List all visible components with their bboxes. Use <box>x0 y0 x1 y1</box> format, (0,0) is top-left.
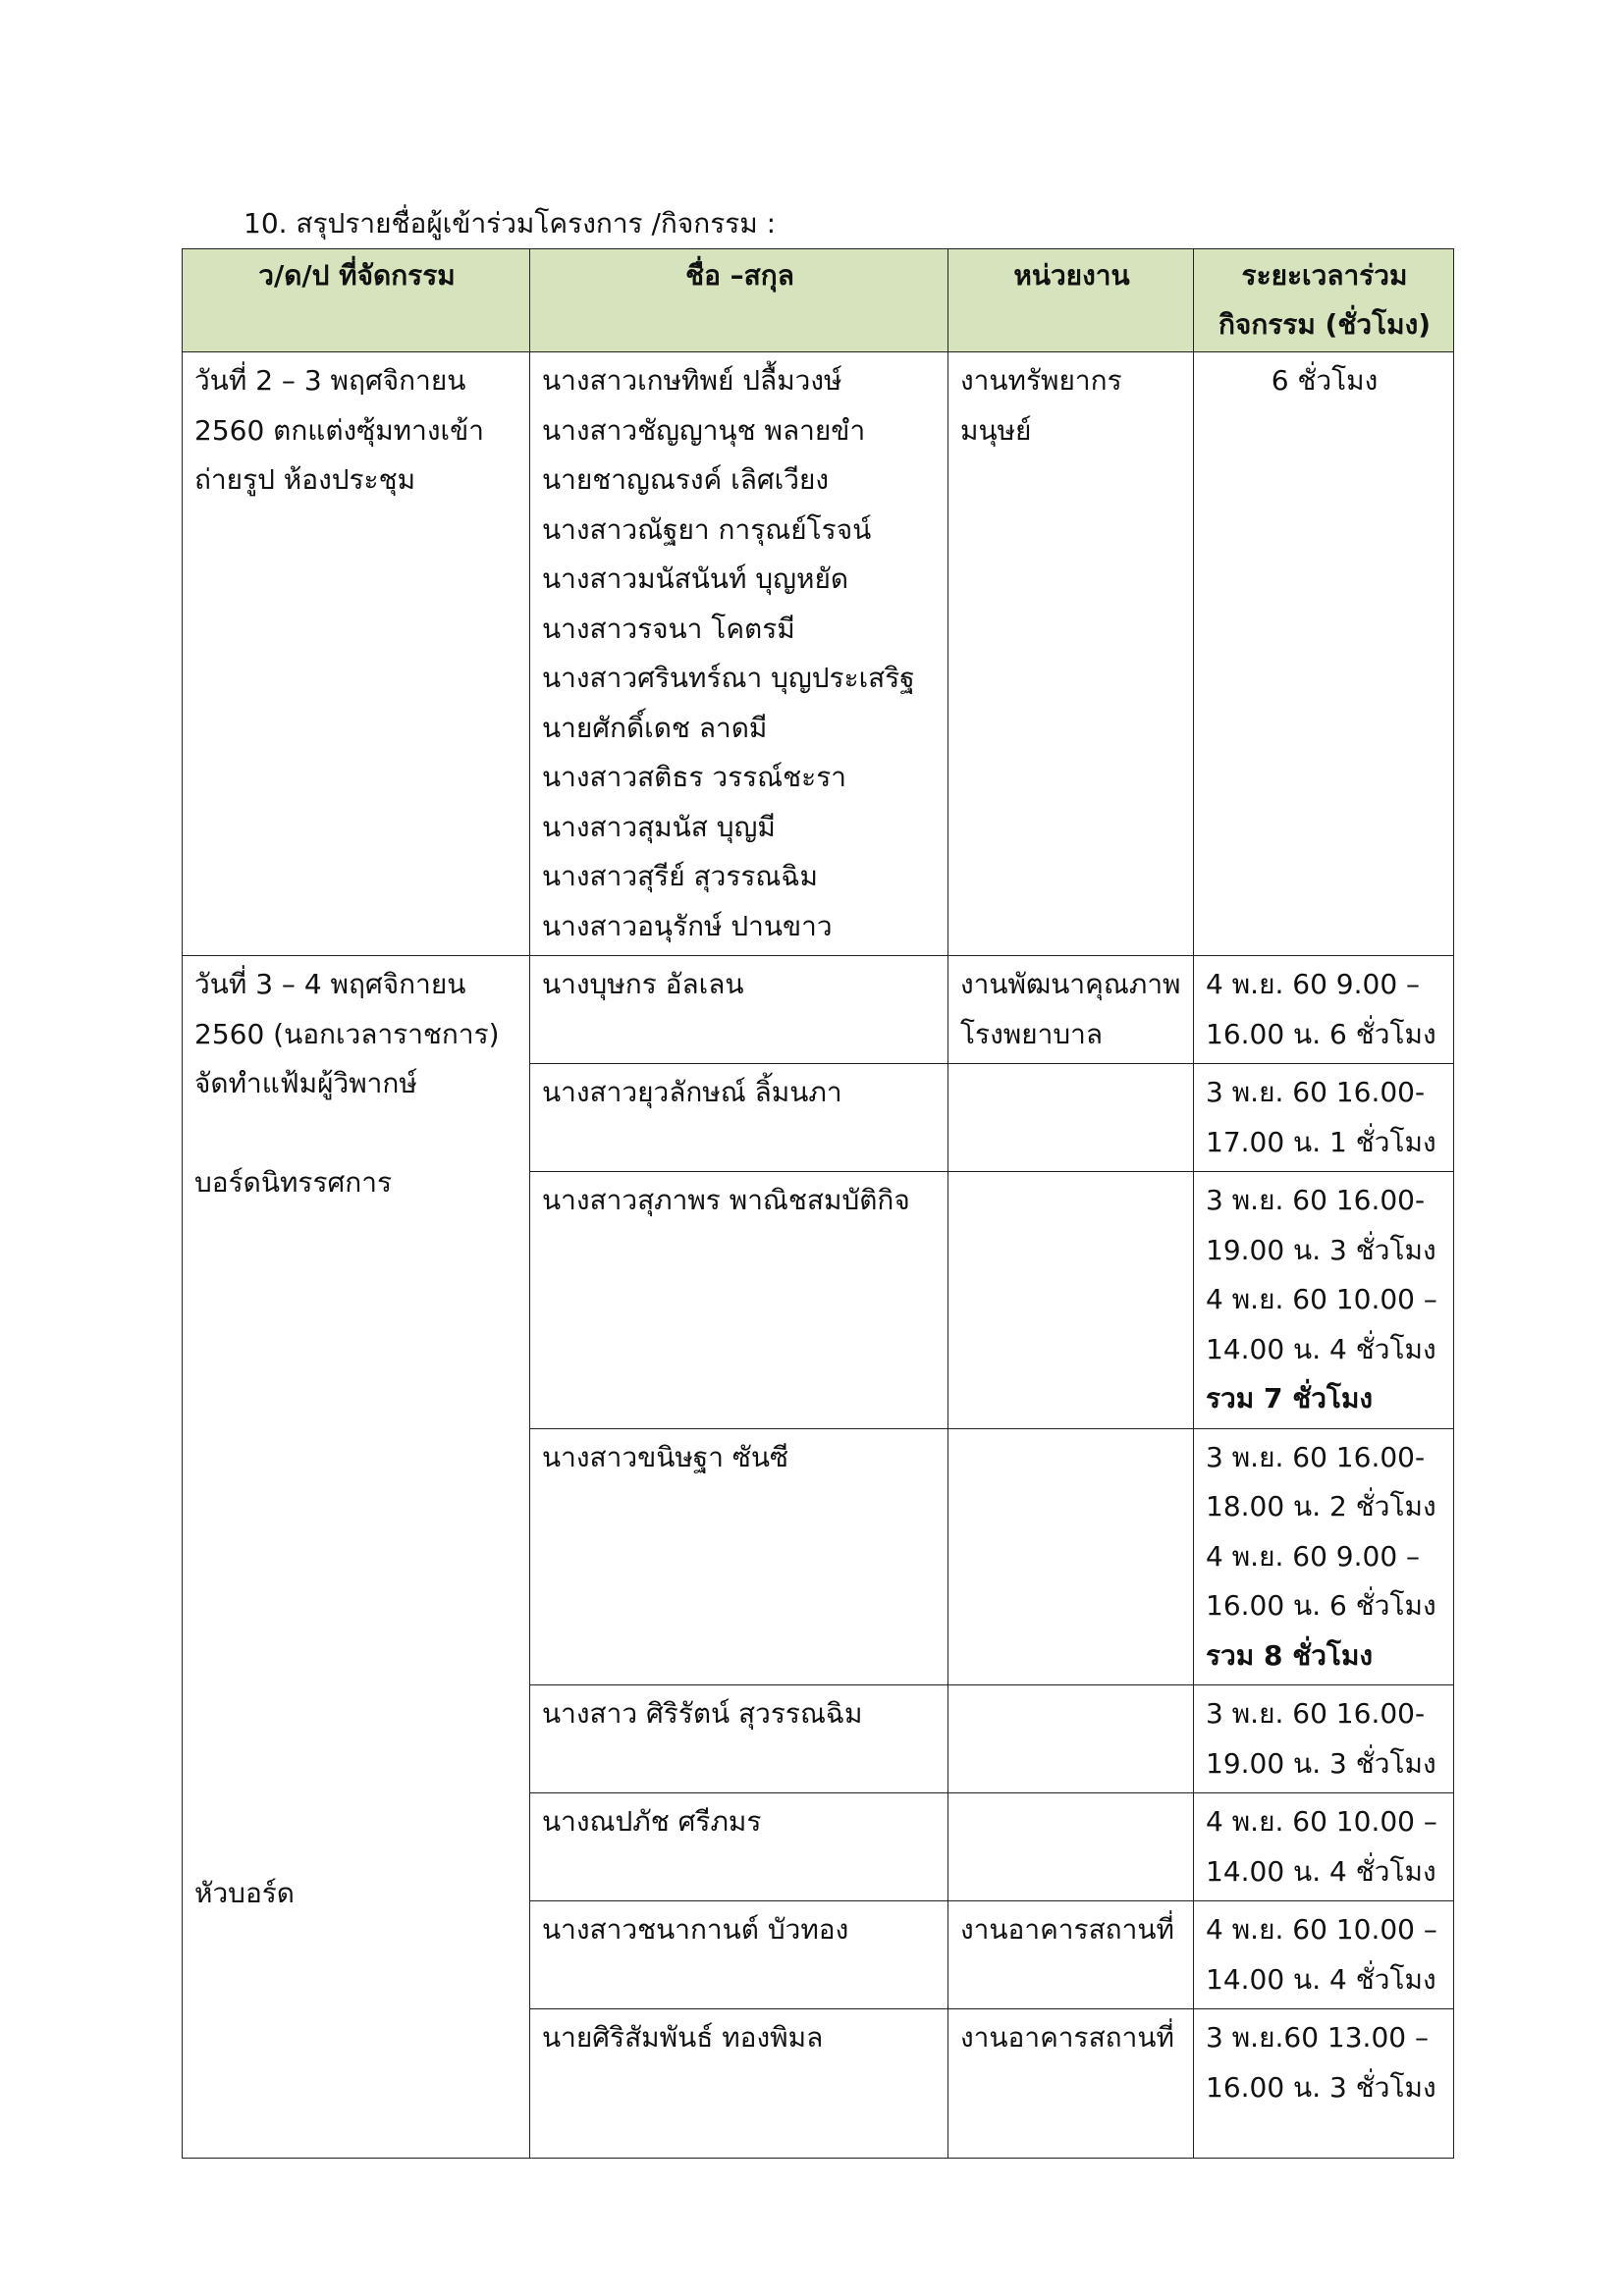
participant-name: นางสาวชัญญานุช พลายขำ <box>542 413 866 447</box>
time-line: 19.00 น. 3 ชั่วโมง <box>1206 1746 1436 1780</box>
participant-name: นายศิริสัมพันธ์ ทองพิมล <box>530 2009 948 2159</box>
time-cell <box>1194 1428 1454 1685</box>
unit-cell <box>948 1901 1194 2009</box>
time-line: 14.00 น. 4 ชั่วโมง <box>1206 1332 1436 1365</box>
participant-name: นางสาวชนากานต์ บัวทอง <box>530 1901 948 2009</box>
participant-name: นางณปภัช ศรีภมร <box>530 1793 948 1901</box>
date-line: ถ่ายรูป ห้องประชุม <box>194 463 416 496</box>
date-line: วันที่ 2 – 3 พฤศจิกายน <box>194 364 466 397</box>
table-row <box>183 352 1454 956</box>
unit-line: งานอาคารสถานที่ <box>960 2021 1174 2054</box>
participant-name: นางสาวศรินทร์ณา บุญประเสริฐ <box>542 662 915 694</box>
date-line: 2560 ตกแต่งซุ้มทางเข้า <box>194 413 484 447</box>
unit-cell <box>948 1793 1194 1901</box>
participant-name: นางสาวสุภาพร พาณิชสมบัติกิจ <box>530 1172 948 1429</box>
time-line: 3 พ.ย. 60 16.00- <box>1206 1184 1426 1216</box>
participant-name: นายศักดิ์เดช ลาดมี <box>542 711 768 744</box>
unit-line: งานอาคารสถานที่ <box>960 1913 1174 1946</box>
unit-cell <box>948 1685 1194 1793</box>
unit-cell <box>948 2009 1194 2159</box>
unit-line: มนุษย์ <box>960 413 1032 447</box>
date-line: 2560 (นอกเวลาราชการ) <box>194 1017 500 1050</box>
table-row <box>183 956 1454 1064</box>
date-cell-1 <box>183 352 530 956</box>
time-line: 3 พ.ย. 60 16.00- <box>1206 1440 1426 1473</box>
names-cell <box>530 352 948 956</box>
date-line: จัดทำแฟ้มผู้วิพากษ์ <box>194 1067 417 1099</box>
time-line: 4 พ.ย. 60 10.00 – <box>1206 1805 1437 1838</box>
unit-cell <box>948 956 1194 1064</box>
time-cell <box>1194 956 1454 1064</box>
time-cell <box>1194 1685 1454 1793</box>
time-line: 4 พ.ย. 60 10.00 – <box>1206 1913 1437 1946</box>
participant-name: นางสาวขนิษฐา ซันซี <box>530 1428 948 1685</box>
unit-line: งานทรัพยากร <box>960 364 1122 397</box>
time-line: 3 พ.ย. 60 16.00- <box>1206 1697 1426 1730</box>
unit-cell <box>948 352 1194 956</box>
section-heading: 10. สรุปรายชื่อผู้เข้าร่วมโครงการ /กิจกรรม : <box>244 207 777 240</box>
unit-cell <box>948 1428 1194 1685</box>
time-line: 16.00 น. 6 ชั่วโมง <box>1206 1589 1436 1622</box>
time-cell <box>1194 1172 1454 1429</box>
participant-name: นางสาว ศิริรัตน์ สุวรรณฉิม <box>530 1685 948 1793</box>
time-line: 3 พ.ย.60 13.00 – <box>1206 2021 1429 2054</box>
participant-name: นางสาวสุมนัส บุญมี <box>542 810 776 843</box>
participant-name: นางสาวยุวลักษณ์ ลิ้มนภา <box>530 1064 948 1172</box>
time-line: 16.00 น. 6 ชั่วโมง <box>1206 1017 1436 1050</box>
unit-line: โรงพยาบาล <box>960 1017 1103 1050</box>
time-line: 14.00 น. 4 ชั่วโมง <box>1206 1854 1436 1888</box>
date-line: บอร์ดนิทรรศการ <box>194 1165 392 1199</box>
time-cell <box>1194 1901 1454 2009</box>
participant-name: นายชาญณรงค์ เลิศเวียง <box>542 463 830 496</box>
participant-name: นางสาวรจนา โคตรมี <box>542 612 795 645</box>
date-cell-2 <box>183 956 530 2159</box>
header-duration: ระยะเวลาร่วม กิจกรรม (ชั่วโมง) <box>1194 249 1454 352</box>
participant-name: นางสาวณัฐยา การุณย์โรจน์ <box>542 512 872 546</box>
unit-line: งานพัฒนาคุณภาพ <box>960 968 1181 1000</box>
header-date: ว/ด/ป ที่จัดกรรม <box>183 249 530 352</box>
date-line: หัวบอร์ด <box>194 1877 295 1909</box>
participant-summary-table <box>182 248 1454 2159</box>
time-cell <box>1194 2009 1454 2159</box>
unit-cell <box>948 1064 1194 1172</box>
table-header-row <box>183 249 1454 352</box>
participant-name: นางบุษกร อัลเลน <box>530 956 948 1064</box>
time-cell <box>1194 1793 1454 1901</box>
time-line: 4 พ.ย. 60 10.00 – <box>1206 1283 1437 1315</box>
time-line: 4 พ.ย. 60 9.00 – <box>1206 1539 1421 1573</box>
date-line: วันที่ 3 – 4 พฤศจิกายน <box>194 968 466 1000</box>
time-total: รวม 7 ชั่วโมง <box>1206 1382 1374 1415</box>
header-name: ชื่อ –สกุล <box>530 249 948 352</box>
time-cell <box>1194 1064 1454 1172</box>
time-line: 19.00 น. 3 ชั่วโมง <box>1206 1233 1436 1266</box>
participant-name: นางสาวอนุรักษ์ ปานขาว <box>542 909 833 942</box>
participant-name: นางสาวสติธร วรรณ์ชะรา <box>542 761 846 793</box>
unit-cell <box>948 1172 1194 1429</box>
time-line: 3 พ.ย. 60 16.00- <box>1206 1076 1426 1108</box>
participant-name: นางสาวสุรีย์ สุวรรณฉิม <box>542 860 818 892</box>
duration-cell: 6 ชั่วโมง <box>1194 352 1454 956</box>
time-line: 17.00 น. 1 ชั่วโมง <box>1206 1125 1436 1158</box>
time-line: 14.00 น. 4 ชั่วโมง <box>1206 1962 1436 1996</box>
time-line: 18.00 น. 2 ชั่วโมง <box>1206 1490 1436 1522</box>
header-unit: หน่วยงาน <box>948 249 1194 352</box>
participant-name: นางสาวมนัสนันท์ บุญหยัด <box>542 562 849 595</box>
time-total: รวม 8 ชั่วโมง <box>1206 1638 1374 1672</box>
time-line: 4 พ.ย. 60 9.00 – <box>1206 968 1421 1000</box>
time-line: 16.00 น. 3 ชั่วโมง <box>1206 2070 1436 2104</box>
participant-name: นางสาวเกษทิพย์ ปลื้มวงษ์ <box>542 364 842 397</box>
